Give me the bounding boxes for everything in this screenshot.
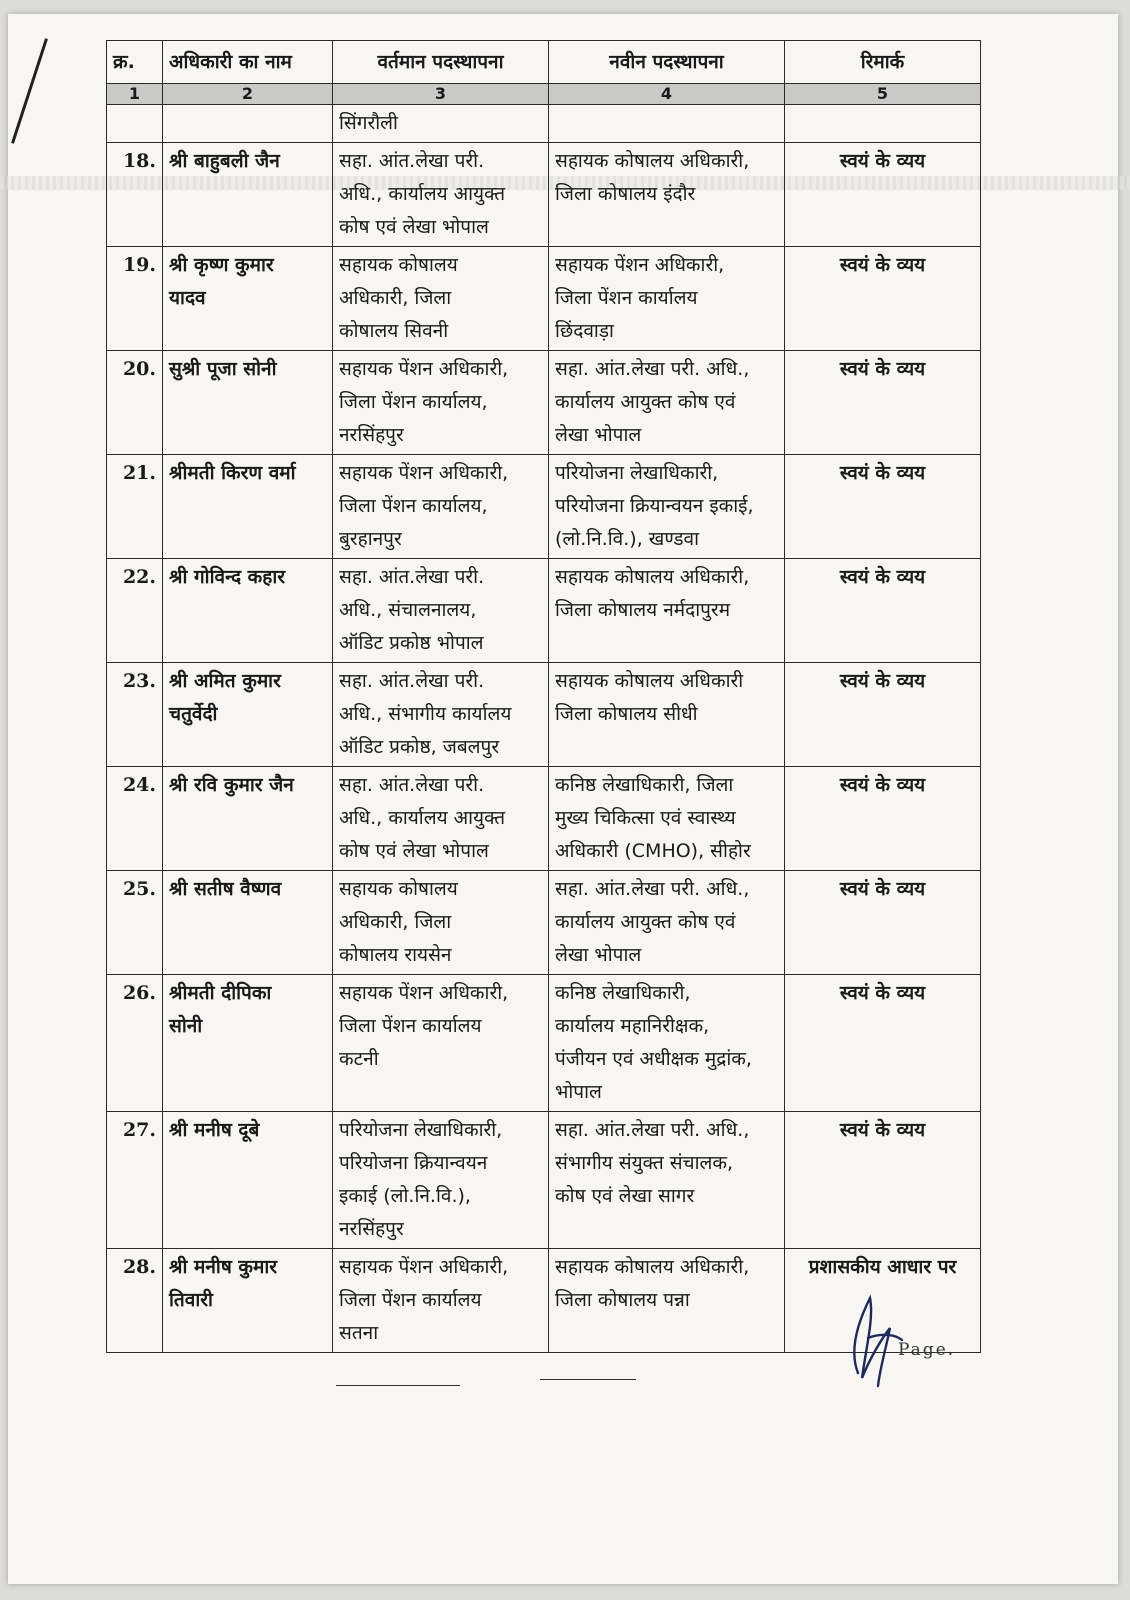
row-new-posting: कनिष्ठ लेखाधिकारी, जिला मुख्य चिकित्सा एवं स्वास्थ्य अधिकारी (CMHO), सीहोर [555, 774, 751, 862]
col-num-3: 3 [333, 84, 549, 105]
page-label: Page. [898, 1340, 956, 1360]
header-sn: क्र. [107, 41, 163, 84]
col-num-5: 5 [785, 84, 981, 105]
row-serial: 18. [122, 150, 156, 172]
row-officer-name: श्री बाहुबली जैन [169, 150, 280, 172]
row-officer-name: श्रीमती किरण वर्मा [169, 462, 296, 484]
row-serial: 28. [122, 1256, 156, 1278]
row-remark: स्वयं के व्यय [839, 150, 926, 172]
row-new-posting: सहा. आंत.लेखा परी. अधि., कार्यालय आयुक्त कोष एवं लेखा भोपाल [555, 878, 750, 966]
signature [840, 1278, 940, 1398]
row-officer-name: श्री सतीष वैष्णव [169, 878, 282, 900]
row-serial: 21. [122, 462, 156, 484]
table-row [107, 975, 981, 1112]
col-num-4: 4 [549, 84, 785, 105]
row-serial: 23. [122, 670, 156, 692]
row-new-posting: कनिष्ठ लेखाधिकारी, कार्यालय महानिरीक्षक, पंजीयन एवं अधीक्षक मुद्रांक, भोपाल [555, 982, 752, 1103]
row-serial: 25. [122, 878, 156, 900]
header-new-posting: नवीन पदस्थापना [549, 41, 785, 84]
header-row [107, 41, 981, 84]
row-serial: 26. [122, 982, 156, 1004]
row-remark: स्वयं के व्यय [839, 462, 926, 484]
table-row [107, 663, 981, 767]
row-remark: स्वयं के व्यय [839, 774, 926, 796]
row-current-posting: सहा. आंत.लेखा परी. अधि., संचालनालय, ऑडिट प्रकोष्ठ भोपाल [339, 566, 485, 654]
row-serial: 20. [122, 358, 156, 380]
row-current-posting: सहायक पेंशन अधिकारी, जिला पेंशन कार्यालय, बुरहानपुर [339, 462, 509, 550]
row-officer-name: श्री मनीष दूबे [169, 1119, 260, 1141]
row-new-posting: सहा. आंत.लेखा परी. अधि., संभागीय संयुक्त संचालक, कोष एवं लेखा सागर [555, 1119, 750, 1207]
row-officer-name: श्री कृष्ण कुमार यादव [169, 254, 274, 309]
header-name: अधिकारी का नाम [163, 41, 333, 84]
row-remark: स्वयं के व्यय [839, 1119, 926, 1141]
row-current-posting: सहा. आंत.लेखा परी. अधि., कार्यालय आयुक्त कोष एवं लेखा भोपाल [339, 774, 506, 862]
table-row [107, 455, 981, 559]
continuation-current-posting: सिंगरौली [333, 105, 549, 143]
row-new-posting: सहायक पेंशन अधिकारी, जिला पेंशन कार्यालय छिंदवाड़ा [555, 254, 725, 342]
table-row [107, 247, 981, 351]
row-officer-name: सुश्री पूजा सोनी [169, 358, 277, 380]
row-current-posting: सहायक पेंशन अधिकारी, जिला पेंशन कार्यालय कटनी [339, 982, 509, 1070]
row-serial: 22. [122, 566, 156, 588]
row-serial: 19. [122, 254, 156, 276]
footer-rule-right [540, 1379, 636, 1380]
row-serial: 24. [122, 774, 156, 796]
row-current-posting: सहायक पेंशन अधिकारी, जिला पेंशन कार्यालय सतना [339, 1256, 509, 1344]
header-current-posting: वर्तमान पदस्थापना [333, 41, 549, 84]
table-row [107, 559, 981, 663]
row-remark: स्वयं के व्यय [839, 566, 926, 588]
row-remark: स्वयं के व्यय [839, 670, 926, 692]
table-row [107, 1112, 981, 1249]
row-remark: स्वयं के व्यय [839, 982, 926, 1004]
row-officer-name: श्री रवि कुमार जैन [169, 774, 294, 796]
edge-mark [11, 38, 48, 144]
row-current-posting: सहा. आंत.लेखा परी. अधि., कार्यालय आयुक्त कोष एवं लेखा भोपाल [339, 150, 506, 238]
row-new-posting: सहा. आंत.लेखा परी. अधि., कार्यालय आयुक्त कोष एवं लेखा भोपाल [555, 358, 750, 446]
row-current-posting: सहा. आंत.लेखा परी. अधि., संभागीय कार्यालय ऑडिट प्रकोष्ठ, जबलपुर [339, 670, 512, 758]
row-current-posting: सहायक कोषालय अधिकारी, जिला कोषालय रायसेन [339, 878, 458, 966]
row-serial: 27. [122, 1119, 156, 1141]
continuation-row [107, 105, 981, 143]
row-current-posting: सहायक पेंशन अधिकारी, जिला पेंशन कार्यालय, नरसिंहपुर [339, 358, 509, 446]
column-number-row [107, 84, 981, 105]
transfer-table [106, 40, 981, 1353]
row-current-posting: सहायक कोषालय अधिकारी, जिला कोषालय सिवनी [339, 254, 458, 342]
table-row [107, 143, 981, 247]
row-officer-name: श्री गोविन्द कहार [169, 566, 286, 588]
col-num-2: 2 [163, 84, 333, 105]
header-remark: रिमार्क [785, 41, 981, 84]
row-new-posting: सहायक कोषालय अधिकारी, जिला कोषालय पन्ना [555, 1256, 750, 1311]
row-officer-name: श्री मनीष कुमार तिवारी [169, 1256, 278, 1311]
table-row [107, 351, 981, 455]
col-num-1: 1 [107, 84, 163, 105]
row-remark: स्वयं के व्यय [839, 878, 926, 900]
row-remark: प्रशासकीय आधार पर [808, 1256, 957, 1278]
row-new-posting: सहायक कोषालय अधिकारी, जिला कोषालय इंदौर [555, 150, 750, 205]
row-new-posting: सहायक कोषालय अधिकारी जिला कोषालय सीधी [555, 670, 744, 725]
row-remark: स्वयं के व्यय [839, 358, 926, 380]
row-new-posting: परियोजना लेखाधिकारी, परियोजना क्रियान्वयन इकाई, (लो.नि.वि.), खण्डवा [555, 462, 754, 550]
row-new-posting: सहायक कोषालय अधिकारी, जिला कोषालय नर्मदापुरम [555, 566, 750, 621]
row-remark: स्वयं के व्यय [839, 254, 926, 276]
row-current-posting: परियोजना लेखाधिकारी, परियोजना क्रियान्वयन इकाई (लो.नि.वि.), नरसिंहपुर [339, 1119, 503, 1240]
table-row [107, 767, 981, 871]
row-officer-name: श्रीमती दीपिका सोनी [169, 982, 272, 1037]
footer-rule-left [336, 1385, 460, 1386]
table-row [107, 871, 981, 975]
row-officer-name: श्री अमित कुमार चतुर्वेदी [169, 670, 281, 725]
